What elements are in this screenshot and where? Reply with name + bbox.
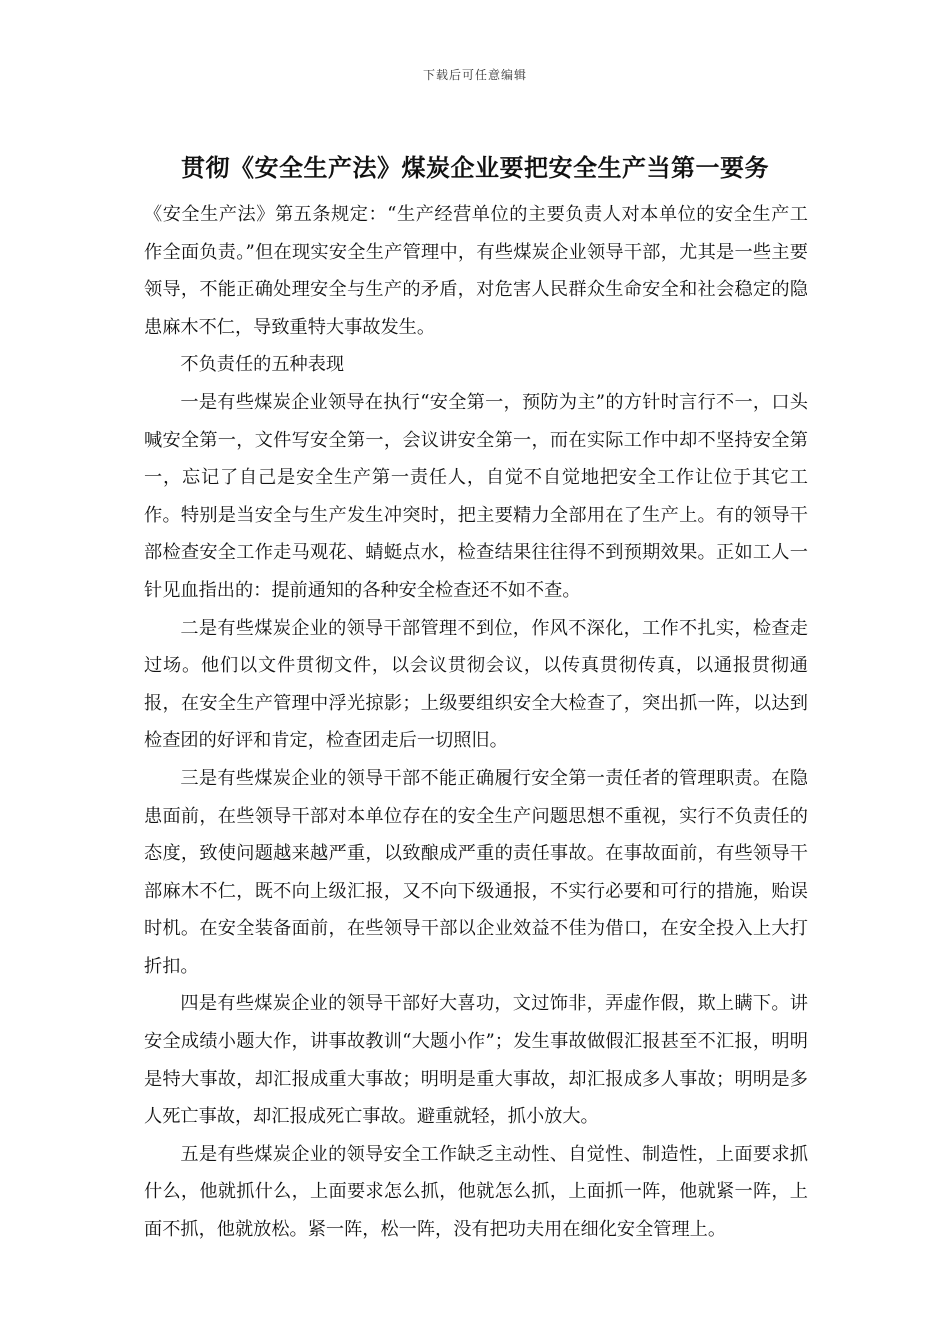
document-title: 贯彻《安全生产法》煤炭企业要把安全生产当第一要务 [181,154,769,182]
paragraph-4: 四是有些煤炭企业的领导干部好大喜功，文过饰非，弄虚作假，欺上瞒下。讲安全成绩小题大作，讲事故教训“大题小作”；发生事故做假汇报甚至不汇报，明明是特大事故，却汇报成重大事故；明明是重大事故，却汇报成多人事故；明明是多人死亡事故，却汇报成死亡事故。避重就轻，抓小放大。 [144,993,808,1128]
paragraph-1: 一是有些煤炭企业领导在执行“安全第一，预防为主”的方针时言行不一，口头喊安全第一，文件写安全第一，会议讲安全第一，而在实际工作中却不坚持安全第一，忘记了自己是安全生产第一责任人，自觉不自觉地把安全工作让位于其它工作。特别是当安全与生产发生冲突时，把主要精力全部用在了生产上。有的领导干部检查安全工作走马观花、蜻蜓点水，检查结果往往得不到预期效果。正如工人一针见血指出的：提前通知的各种安全检查还不如不查。 [144,391,808,601]
document-body [144,196,808,1249]
section-heading: 不负责任的五种表现 [180,354,345,376]
paragraph-5: 五是有些煤炭企业的领导安全工作缺乏主动性、自觉性、制造性，上面要求抓什么，他就抓什么，上面要求怎么抓，他就怎么抓，上面抓一阵，他就紧一阵，上面不抓，他就放松。紧一阵，松一阵，没有把功夫用在细化安全管理上。 [144,1143,808,1241]
intro-paragraph: 《安全生产法》第五条规定：“生产经营单位的主要负责人对本单位的安全生产工作全面负责。”但在现实安全生产管理中，有些煤炭企业领导干部，尤其是一些主要领导，不能正确处理安全与生产的矛盾，对危害人民群众生命安全和社会稳定的隐患麻木不仁，导致重特大事故发生。 [144,204,808,338]
paragraph-3: 三是有些煤炭企业的领导干部不能正确履行安全第一责任者的管理职责。在隐患面前，在些领导干部对本单位存在的安全生产问题思想不重视，实行不负责任的态度，致使问题越来越严重，以致酿成严重的责任事故。在事故面前，有些领导干部麻木不仁，既不向上级汇报，又不向下级通报，不实行必要和可行的措施，贻误时机。在安全装备面前，在些领导干部以企业效益不佳为借口，在安全投入上大打折扣。 [144,767,808,977]
paragraph-2: 二是有些煤炭企业的领导干部管理不到位，作风不深化，工作不扎实，检查走过场。他们以文件贯彻文件，以会议贯彻会议，以传真贯彻传真，以通报贯彻通报，在安全生产管理中浮光掠影；上级要组织安全大检查了，突出抓一阵，以达到检查团的好评和肯定，检查团走后一切照旧。 [144,617,808,752]
header-note: 下载后可任意编辑 [422,68,527,82]
